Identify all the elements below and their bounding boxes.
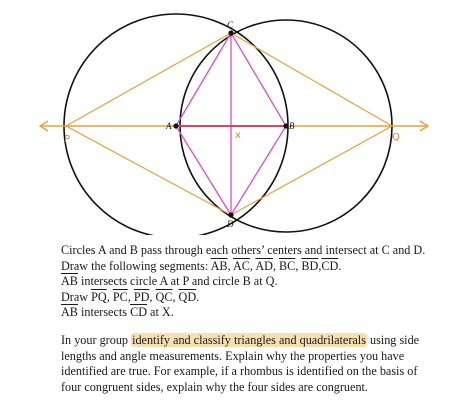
para-line-2: lengths and angle measurements. Explain why the properties you have bbox=[61, 348, 405, 363]
seg-pc: $\overline{PC}$ bbox=[112, 289, 128, 304]
instruction-line-1 bbox=[61, 243, 456, 259]
label-x: x bbox=[235, 130, 241, 141]
instruction-line-2: Draw the following segments: $\overline{AB}$, $\overline{AC}$, $\overline{AD}$, $\overline{BC}$, $\overline{BD},\overline{CD}$. bbox=[61, 258, 342, 273]
segment-pd bbox=[66, 126, 231, 215]
point-a bbox=[173, 123, 178, 128]
seg-qd: $\overline{QD}$ bbox=[178, 289, 197, 304]
segment-pc bbox=[66, 33, 231, 126]
line4-prefix: Draw bbox=[61, 289, 92, 304]
seg-bc: $\overline{BC}$ bbox=[279, 258, 296, 273]
para-before: In your group bbox=[61, 333, 132, 347]
line3-seg: $\overline{AB}$ bbox=[61, 274, 78, 288]
seg-bd: $\overline{BD}$ bbox=[301, 258, 319, 273]
point-b bbox=[283, 123, 288, 128]
highlighted-text: identify and classify triangles and quadrilaterals bbox=[132, 333, 366, 347]
label-p: P bbox=[64, 134, 71, 145]
segment-qd bbox=[231, 126, 392, 215]
instruction-line-3 bbox=[61, 274, 456, 290]
seg-pq: $\overline{PQ}$ bbox=[91, 289, 107, 304]
segment-ac bbox=[176, 33, 231, 126]
para-line-1 bbox=[61, 333, 456, 349]
line5-seg: $\overline{AB}$ bbox=[61, 305, 78, 319]
line3-rest: intersects circle A at P and circle B at Q. bbox=[77, 274, 278, 288]
point-c bbox=[228, 30, 233, 35]
segment-ad bbox=[176, 126, 231, 215]
line2-prefix: Draw the following segments: bbox=[61, 258, 211, 273]
label-a: A bbox=[166, 121, 172, 131]
point-d bbox=[228, 212, 233, 217]
line1-text: Circles A and B pass through each others’ centers and intersect at C and D. bbox=[61, 243, 426, 257]
seg-pd: $\overline{PD}$ bbox=[133, 289, 150, 304]
instructions bbox=[61, 243, 456, 321]
seg-cd: $\overline{CD}$ bbox=[321, 258, 339, 273]
label-d: D bbox=[227, 219, 234, 229]
segment-qc bbox=[231, 33, 392, 126]
label-q: Q bbox=[392, 132, 400, 143]
label-b: B bbox=[289, 121, 295, 131]
para-line-4: four congruent sides, explain why the four sides are congruent. bbox=[61, 379, 368, 394]
line5-mid: intersects bbox=[77, 305, 131, 319]
para-line-3: identified are true. For example, if a rhombus is identified on the basis of bbox=[61, 364, 418, 378]
line5-seg2: $\overline{CD}$ bbox=[130, 305, 147, 319]
label-c: C bbox=[227, 20, 234, 30]
seg-ac: $\overline{AC}$ bbox=[232, 258, 250, 273]
seg-qc: $\overline{QC}$ bbox=[155, 289, 173, 304]
seg-ab: $\overline{AB}$ bbox=[210, 258, 228, 273]
line5-end: at X. bbox=[147, 305, 174, 319]
para-after: using side bbox=[366, 333, 420, 347]
seg-ad: $\overline{AD}$ bbox=[255, 258, 273, 273]
task-paragraph bbox=[61, 333, 456, 395]
instruction-line-5 bbox=[61, 305, 456, 321]
instruction-line-4: Draw $\overline{PQ}$, $\overline{PC}$, $\overline{PD}$, $\overline{QC}$, $\overline{QD}$. bbox=[61, 289, 200, 304]
